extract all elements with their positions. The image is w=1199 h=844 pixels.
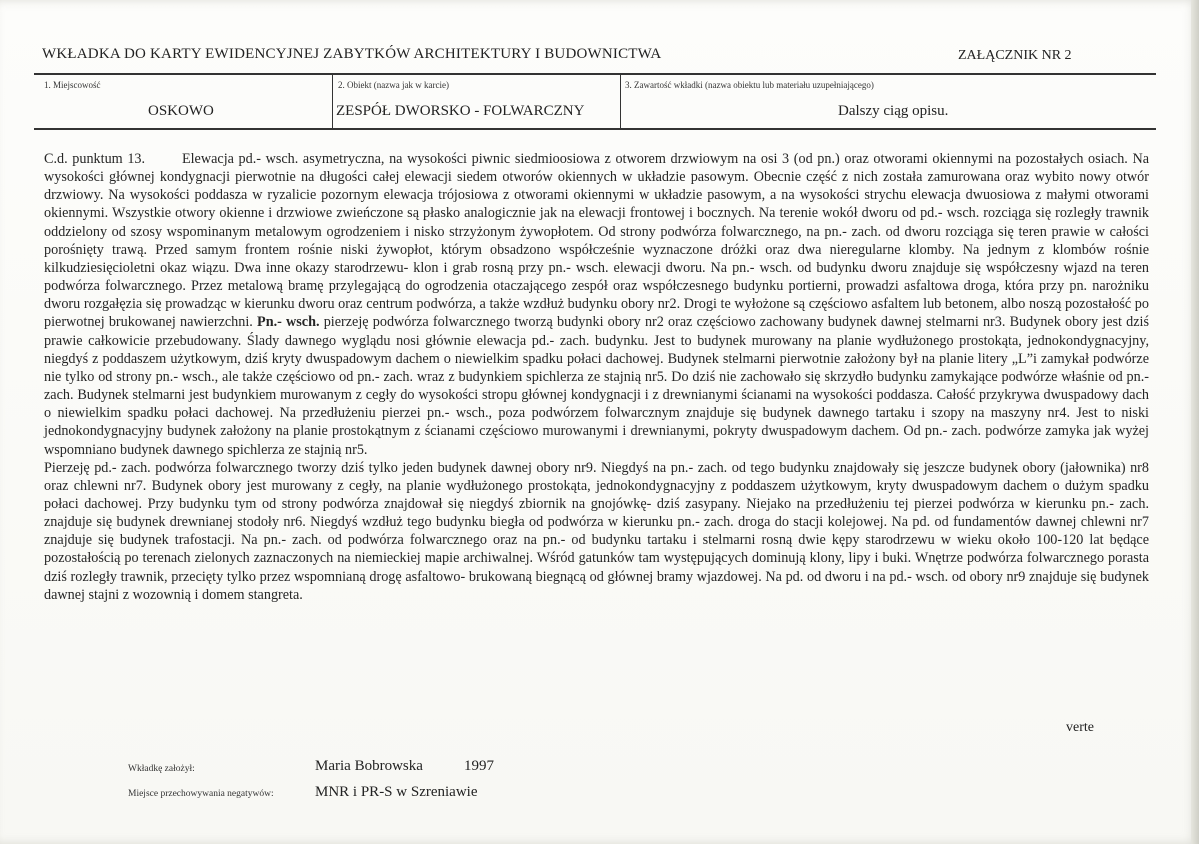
card-edge bbox=[1191, 0, 1199, 844]
card-title: WKŁADKA DO KARTY EWIDENCYJNEJ ZABYTKÓW ARCHITEKTURY I BUDOWNICTWA bbox=[42, 46, 662, 62]
object-label: 2. Obiekt (nazwa jak w karcie) bbox=[338, 80, 449, 90]
contents-label: 3. Zawartość wkładki (nazwa obiektu lub materiału uzupełniającego) bbox=[625, 80, 874, 90]
contents-value: Dalszy ciąg opisu. bbox=[838, 103, 949, 119]
annex-label: ZAŁĄCZNIK NR 2 bbox=[958, 48, 1072, 63]
author-name: Maria Bobrowska bbox=[315, 758, 423, 774]
field-divider-2 bbox=[620, 73, 621, 130]
paragraph-bold: Pn.- wsch. bbox=[257, 314, 320, 331]
description-text bbox=[44, 150, 1149, 604]
storage-value: MNR i PR-S w Szreniawie bbox=[315, 784, 478, 800]
verte-note: verte bbox=[1066, 720, 1094, 735]
paragraph-tail: pierzeję podwórza folwarcznego tworzą budynki obory nr2 oraz częściowo zachowany budynek dawnej stelmarni nr3. Budynek obory jest dziś prawie całkowicie przebudowany. Ślady dawnego wyglądu nosi głównie elewacja pd.- zach. budynku. Jest to budynek murowany na planie wydłużonego prostokąta, jednokondygnacyjny, niegdyś z poddaszem użytkowym, dziś kryty dwuspadowym dachem o niewielkim spadku połaci dachowej. Budynek stelmarni pierwotnie założony był na planie litery „L”i zamykał podwórze nie tylko od strony pn.- wsch., ale także częściowo od pn.- zach. wraz z budynkiem spichlerza ze stajnią nr5. Do dziś nie zachowało się skrzydło budynku zamykające podwórze właśnie od pn.- zach. Budynek stelmarni jest budynkiem murowanym z cegły do wysokości stropu głównej kondygnacji i z drewnianymi ścianami na wysokości poddasza. Całość przykrywa dwuspadowy dach o niewielkim spadku połaci dachowej. Na przedłużeniu pierzei pn.- wsch., poza podwórzem folwarcznym znajduje się budynek dawnego tartaku i szopy na maszyny nr4. Jest to niski jednokondygnacyjny budynek założony na planie prostokątnym z ścianami częściowo murowanymi i drewnianymi, pokryty dwuspadowym dachem. Od pn.- zach. podwórze zamyka jak wyżej wspomniano budynek dawnego spichlerza ze stajnią nr5. bbox=[44, 314, 1149, 458]
storage-label: Miejsce przechowywania negatywów: bbox=[128, 789, 274, 799]
field-divider-1 bbox=[332, 73, 333, 130]
paragraph-lead: C.d. punktum 13. bbox=[44, 151, 146, 167]
header-rule-top bbox=[34, 73, 1156, 75]
description-paragraph-2: Pierzeję pd.- zach. podwórza folwarcznego tworzy dziś tylko jeden budynek dawnej obory nr9. Niegdyś na pn.- zach. od tego budynku znajdowały się jeszcze budynek obory (jałownika) nr8 oraz chlewni nr7. Budynek obory jest murowany z cegły, na planie wydłużonego prostokąta, jednokondygnacyjny z poddaszem użytkowym, kryty dwuspadowym dachem o dużym spadku połaci dachowej. Przy budynku tym od strony podwórza znajdował się niegdyś zbiornik na gnojówkę- dziś zasypany. Niejako na przedłużeniu tej pierzei podwórza w kierunku pn.- zach. znajduje się budynek drewnianej stodoły nr6. Niegdyś wzdłuż tego budynku biegła od podwórza w kierunku pn.- zach. droga do stacji kolejowej. Na pd. od fundamentów dawnej chlewni nr7 znajduje się budynek trafostacji. Na pn.- zach. od podwórza folwarcznego oraz na pn.- od budynku tartaku i stelmarni rosną dwie kępy starodrzewu w wieku około 100-120 lat będące pozostałością po terenach zielonych zaznaczonych na niemieckiej mapie archiwalnej. Wśród gatunków tam występujących dominują klony, lipy i buki. Wnętrze podwórza folwarcznego porasta dziś rozległy trawnik, przecięty tylko przez wspomnianą drogę asfaltowo- brukowaną biegnącą od głównej bramy wjazdowej. Na pd. od dworu i na pd.- wsch. od obory nr9 znajduje się budynek dawnej stajni z wozownią i domem stangreta. bbox=[44, 459, 1149, 603]
locality-label: 1. Miejscowość bbox=[44, 80, 101, 90]
header-rule-bottom bbox=[34, 128, 1156, 130]
object-value: ZESPÓŁ DWORSKO - FOLWARCZNY bbox=[336, 103, 585, 119]
locality-value: OSKOWO bbox=[148, 103, 214, 119]
author-label: Wkładkę założył: bbox=[128, 764, 195, 774]
record-year: 1997 bbox=[464, 758, 494, 774]
description-paragraph-1 bbox=[44, 150, 1149, 459]
paragraph-text: Elewacja pd.- wsch. asymetryczna, na wysokości piwnic siedmioosiowa z otworem drzwiowym na osi 3 (od pn.) oraz otworami okiennymi na pozostałych osiach. Na wysokości głównej kondygnacji pierwotnie na długości całej elewacji siedem otworów okiennych w układzie pasowym. Obecnie część z nich została zamurowana oraz wybito nowy otwór drzwiowy. Na wysokości poddasza w ryzalicie pozornym elewacja trójosiowa z otworami okiennymi w układzie pasowym, a na wysokości strychu elewacja dwuosiowa z małymi otworami okiennymi. Wszystkie otwory okienne i drzwiowe zwieńczone są płasko analogicznie jak na elewacji frontowej i bocznych. Na terenie wokół dworu od pd.- wsch. rozciąga się rozległy trawnik oddzielony od szosy wspominanym metalowym ogrodzeniem i nisko strzyżonym żywopłotem. Od strony podwórza folwarcznego, na pn.- zach. od dworu rozciąga się teren prawie w całości porośnięty trawą. Przed samym frontem rośnie niski żywopłot, którym obsadzono współcześnie wyznaczone dróżki oraz dwa nieregularne klomby. Na jednym z klombów rośnie kilkudziesięcioletni okaz wiązu. Dwa inne okazy starodrzewu- klon i grab rosną przy pn.- wsch. elewacji dworu. Na pn.- wsch. od budynku dworu znajduje się współczesny wjazd na teren podwórza folwarcznego. Przez metalową bramę przylegającą do ogrodzenia otaczającego zespół oraz współczesnego budynku portierni, prowadzi asfaltowa droga, która przy pn. narożniku dworu rozgałęzia się prowadząc w kierunku dworu oraz centrum podwórza, a także wzdłuż budynku obory nr2. Drogi te wyłożone są częściowo asfaltem lub betonem, albo noszą pozostałość po pierwotnej brukowanej nawierzchni. bbox=[44, 151, 1149, 331]
